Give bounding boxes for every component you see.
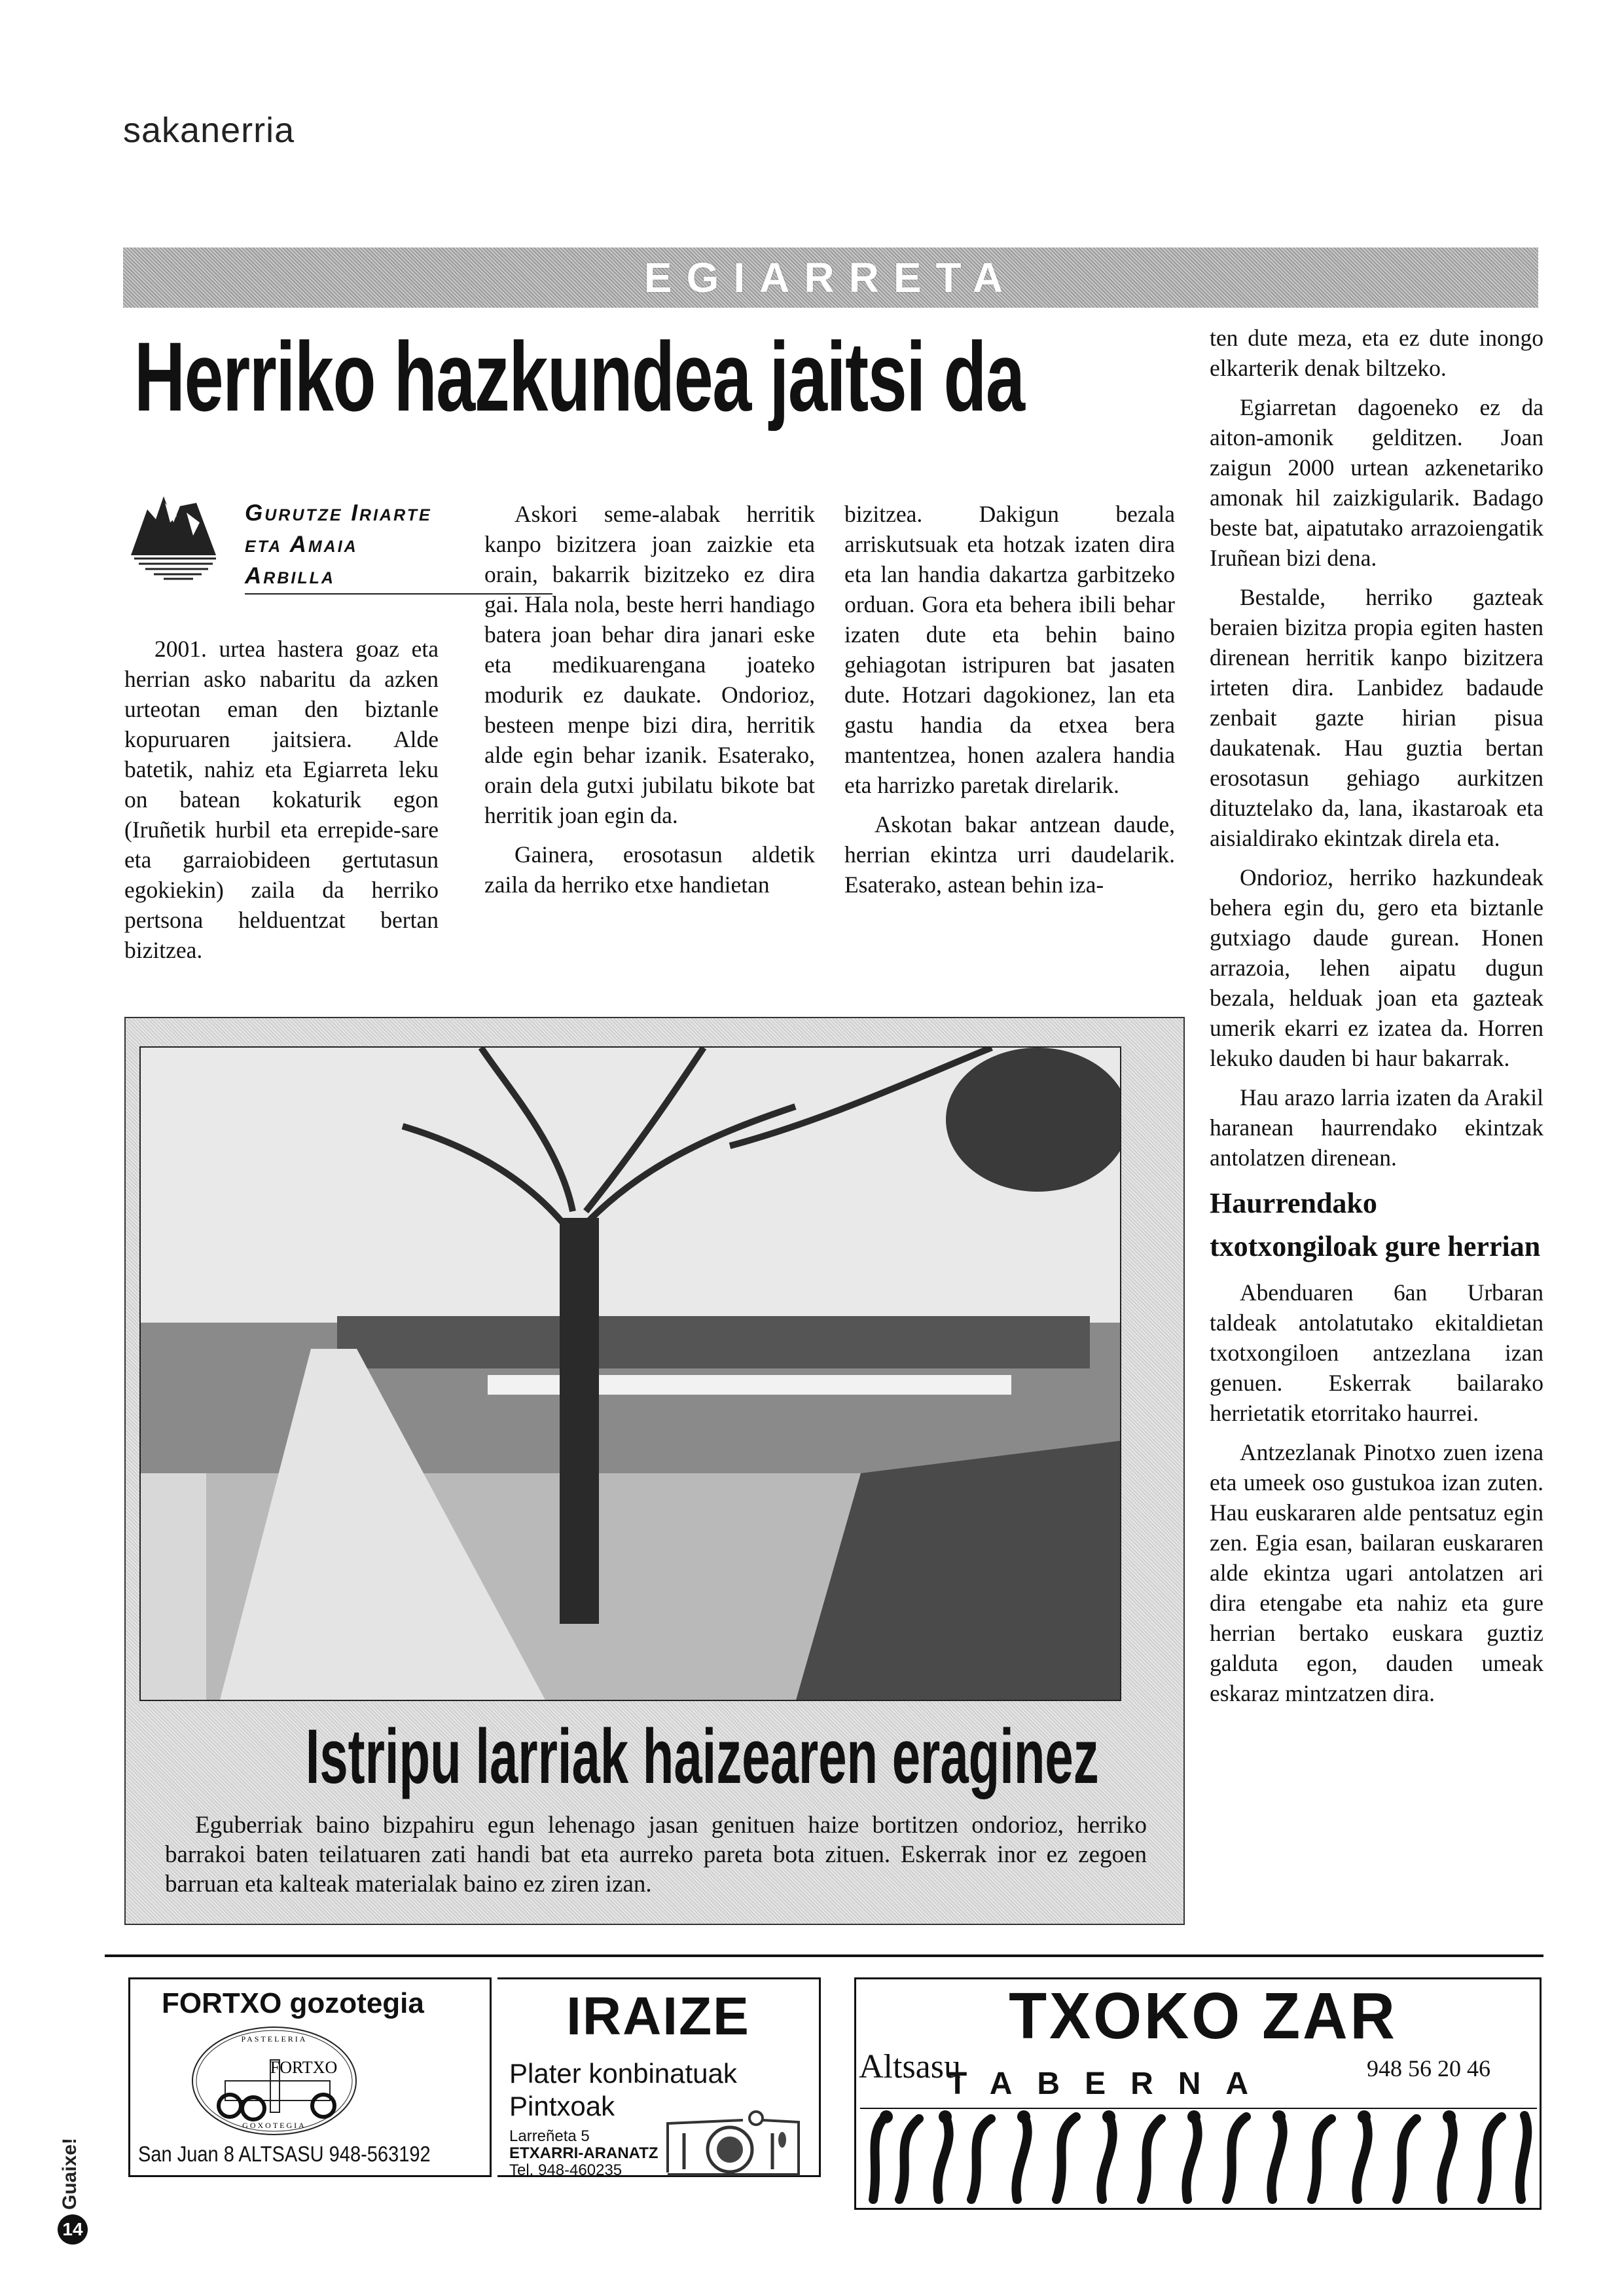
author-line-1: Gurutze Iriarte (245, 500, 432, 526)
ad-line-1: Plater konbinatuak (509, 2058, 737, 2089)
paragraph: bizitzea. Dakigun bezala arriskutsuak eta hotzak izaten dira eta lan handia dakartza garbitzeko orduan. Gora eta behera ibili behar izaten dute eta behin baino gehiagotan istripuren bat jasaten dute. Hotzari dagokionez, lan eta gastu handia da etxea bera mantentzea, honen azalera handia eta harrizko paretak direlarik. (844, 501, 1175, 798)
plate-cutlery-icon (664, 2110, 802, 2176)
article-headline: Herriko hazkundea jaitsi da (134, 321, 1024, 431)
magazine-logo-icon (58, 2112, 84, 2210)
author-line-2: eta Amaia (245, 532, 358, 557)
winter-landscape-image (141, 1048, 1121, 1701)
page-number: 14 (58, 2214, 88, 2245)
photo-caption-text: Eguberriak baino bizpahiru egun lehenago jasan genituen haize bortitzen ondorioz, herriko barrakoi baten teilatuaren zati handi bat eta aurreko pareta bota zituen. Eskerrak inor ez zegoen barruan eta kalteak materialak baino ez ziren izan. (165, 1812, 1147, 1898)
paragraph: Egiarretan dagoeneko ez da aiton-amonik gelditzen. Joan zaigun 2000 urtean azkenetariko amonak hil zaizkigularik. Badago beste bat, aipatutako arrazoiengatik Iruñean bizi dena. (1210, 394, 1543, 571)
paragraph: Bestalde, herriko gazteak beraien bizitza propia egiten hasten direnean herritik kanpo bizitzera irteten dira. Lanbidez badaude zenbait gazte hirian pisua daukatenak. Hau guztia bertan erosotasun gehiago aurkitzen dituztelako da, lana, ikastaroak eta aisialdirako ekintzak direla eta. (1210, 584, 1543, 851)
paragraph: Askotan bakar antzean daude, herrian ekintza urri daudelarik. Esaterako, astean behin iza- (844, 811, 1175, 898)
article-column-4 (1210, 323, 1543, 1717)
ad-business-type: TABERNA (948, 2066, 1274, 2101)
article-column-3 (844, 499, 1175, 909)
news-photo (139, 1046, 1121, 1701)
paragraph: Antzezlanak Pinotxo zuen izena eta umeek oso gustukoa izan zuten. Hau euskararen alde pentsatuz egin zen. Egia esan, bailaran euskararen alde ekintza ugari antolatzen ari dira etengabe eta nahiz eta gure herrian bertako euskara guztiz galduta egon, dauden umeak eskaraz mintzatzen dira. (1210, 1439, 1543, 1706)
ad-town: Altsasu (859, 2048, 961, 2085)
mountain-logo-icon (124, 483, 223, 581)
divider-rule (105, 1954, 1543, 1957)
author-line-3: Arbilla (245, 563, 335, 589)
paragraph: 2001. urtea hastera goaz eta herrian asko nabaritu da azken urteotan eman den biztanle kopuruaren jaitsiera. Alde batetik, nahiz eta Egiarreta leku on batean kokaturik egon (Iruñetik hurbil eta errepide-sare eta garraiobideen gertutasun egokiekin) zaila da herriko pertsona helduentzat bertan bizitzea. (124, 636, 439, 963)
svg-text:PASTELERIA: PASTELERIA (241, 2034, 308, 2044)
paragraph: Ondorioz, herriko hazkundeak behera egin du, gero eta biztanle gutxiago daude gurean. Honen arrazoia, lehen aipatu dugun bezala, helduak joan eta gazteak umerik ekarri ez izatea da. Horren lekuko dauden bi haur bakarrak. (1210, 864, 1543, 1071)
section-label: sakanerria (123, 111, 295, 150)
ad-street: Larreñeta 5 (509, 2127, 590, 2145)
article-column-2 (484, 499, 815, 909)
ad-txoko-zar (854, 1977, 1542, 2210)
paragraph: Abenduaren 6an Urbaran taldeak antolatutako ekitaldietan txotxongiloen antzezlana izan genuen. Eskerrak bailarako herrietatik etorritako haurrei. (1210, 1279, 1543, 1426)
paragraph: ten dute meza, eta ez dute inongo elkarterik denak biltzeko. (1210, 325, 1543, 381)
ad-name: IRAIZE (566, 1987, 750, 2046)
dancing-figures-icon (860, 2108, 1537, 2205)
photo-caption-title: Istripu larriak haizearen eraginez (305, 1714, 1099, 1800)
ad-title: FORTXO gozotegia (162, 1987, 424, 2019)
ad-fortxo (128, 1977, 492, 2177)
ad-line-2: Pintxoak (509, 2091, 615, 2121)
byline (124, 483, 432, 634)
ad-town: ETXARRI-ARANATZ (509, 2144, 659, 2162)
location-banner (123, 248, 1538, 308)
paragraph: Gainera, erosotasun aldetik zaila da herriko etxe handietan (484, 841, 815, 898)
svg-text:Guaixe!: Guaixe! (59, 2137, 81, 2210)
article-column-1 (124, 634, 439, 974)
ad-address: San Juan 8 ALTSASU 948-563192 (138, 2142, 431, 2166)
svg-text:FORTXO: FORTXO (270, 2058, 338, 2077)
ad-phone: Tel. 948-460235 (509, 2161, 623, 2179)
svg-text:GOXOTEGIA: GOXOTEGIA (242, 2121, 306, 2130)
paragraph: Askori seme-alabak herritik kanpo bizitzera joan zaizkie eta orain, bakarrik bizitzeko ez dira gai. Hala nola, beste herri handiago batera joan behar dira janari eske eta medikuarengana joateko modurik ez daukate. Ondorioz, besteen menpe bizi dira, herritik alde egin behar izanik. Esaterako, orain dela gutxi jubilatu bikote bat herritik joan egin da. (484, 501, 815, 828)
ad-phone: 948 56 20 46 (1367, 2055, 1490, 2082)
banner-label: EGIARRETA (643, 254, 1018, 301)
subheading: Haurrendako txotxongiloak gure herrian (1210, 1187, 1541, 1262)
ad-brand: TXOKO ZAR (1009, 1979, 1398, 2053)
paragraph: Hau arazo larria izaten da Arakil haranean haurrendako ekintzak antolatzen direnean. (1210, 1084, 1543, 1171)
vintage-car-emblem-icon (189, 2022, 359, 2140)
photo-feature-box (124, 1017, 1185, 1925)
ad-iraize (497, 1977, 821, 2177)
